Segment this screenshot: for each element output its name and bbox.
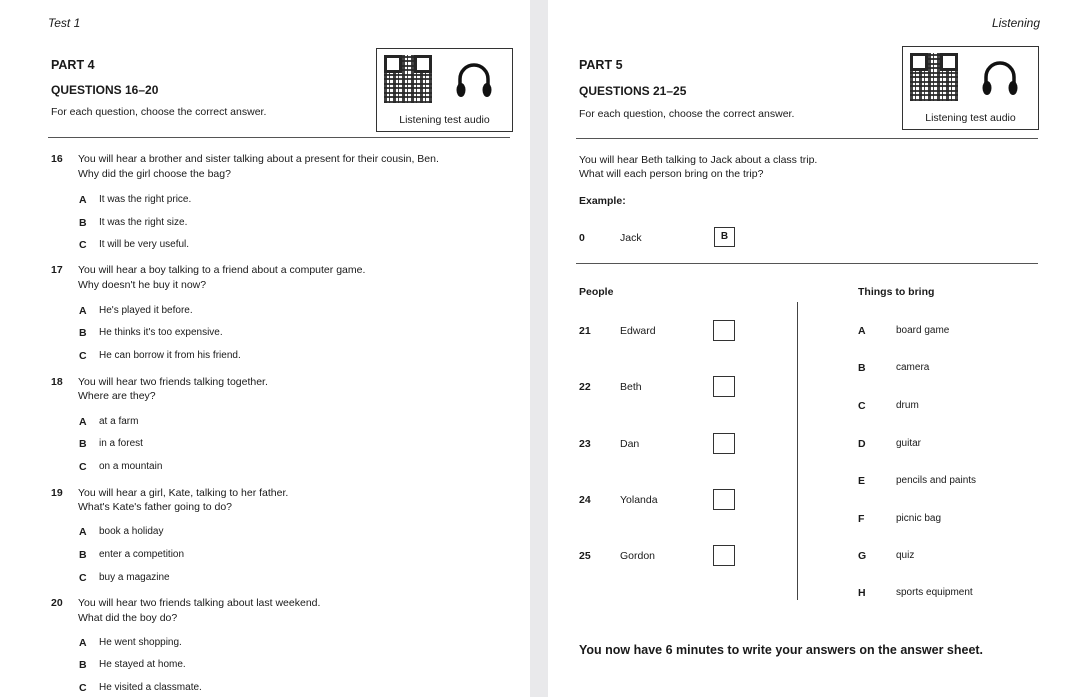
thing-text: picnic bag bbox=[896, 513, 942, 524]
person-name: Gordon bbox=[620, 550, 656, 562]
running-header: Listening bbox=[991, 16, 1040, 30]
option-text[interactable]: He's played it before. bbox=[99, 305, 193, 316]
option-letter[interactable]: B bbox=[79, 327, 87, 339]
example-number: 0 bbox=[579, 232, 585, 244]
instruction: For each question, choose the correct answer. bbox=[51, 106, 267, 118]
question-number: 17 bbox=[51, 264, 63, 276]
question-number: 25 bbox=[579, 550, 591, 562]
thing-letter: H bbox=[858, 587, 866, 599]
option-letter[interactable]: A bbox=[79, 305, 87, 317]
headphones-icon bbox=[980, 59, 1020, 99]
question-text: You will hear a boy talking to a friend about a computer game. bbox=[78, 264, 366, 276]
thing-text: sports equipment bbox=[896, 587, 973, 598]
thing-letter: C bbox=[858, 400, 866, 412]
audio-label: Listening test audio bbox=[925, 112, 1016, 124]
person-name: Edward bbox=[620, 325, 656, 337]
instruction: For each question, choose the correct answer. bbox=[579, 108, 795, 120]
question-prompt: What's Kate's father going to do? bbox=[78, 501, 233, 513]
answer-box[interactable] bbox=[713, 376, 735, 397]
option-text[interactable]: book a holiday bbox=[99, 526, 164, 537]
thing-letter: B bbox=[858, 362, 866, 374]
audio-qr-panel[interactable] bbox=[376, 48, 513, 132]
answer-box[interactable] bbox=[713, 320, 735, 341]
question-number: 18 bbox=[51, 376, 63, 388]
headphones-icon bbox=[454, 61, 494, 101]
question-number: 23 bbox=[579, 438, 591, 450]
option-letter[interactable]: C bbox=[79, 350, 87, 362]
question-number: 19 bbox=[51, 487, 63, 499]
option-letter[interactable]: C bbox=[79, 239, 87, 251]
option-text[interactable]: enter a competition bbox=[99, 549, 185, 560]
example-label: Example: bbox=[579, 195, 626, 207]
question-number: 21 bbox=[579, 325, 591, 337]
option-text[interactable]: He visited a classmate. bbox=[99, 682, 202, 693]
option-letter[interactable]: B bbox=[79, 549, 87, 561]
thing-letter: D bbox=[858, 438, 866, 450]
audio-qr-panel[interactable] bbox=[902, 46, 1039, 130]
part-title: PART 4 bbox=[51, 58, 95, 72]
audio-label: Listening test audio bbox=[399, 114, 490, 126]
intro-text: You will hear Beth talking to Jack about a class trip. bbox=[579, 154, 818, 166]
option-letter[interactable]: B bbox=[79, 217, 87, 229]
answer-box[interactable] bbox=[713, 489, 735, 510]
option-letter[interactable]: A bbox=[79, 416, 87, 428]
example-answer-box: B bbox=[714, 227, 735, 247]
option-text[interactable]: in a forest bbox=[99, 438, 143, 449]
option-text[interactable]: He thinks it's too expensive. bbox=[99, 327, 223, 338]
question-prompt: Why did the girl choose the bag? bbox=[78, 168, 231, 180]
thing-text: board game bbox=[896, 325, 950, 336]
option-letter[interactable]: C bbox=[79, 682, 87, 694]
qr-code-icon[interactable] bbox=[910, 53, 958, 101]
option-text[interactable]: It was the right price. bbox=[99, 194, 192, 205]
question-text: You will hear a girl, Kate, talking to her father. bbox=[78, 487, 289, 499]
option-text[interactable]: He went shopping. bbox=[99, 637, 182, 648]
thing-text: drum bbox=[896, 400, 919, 411]
question-number: 16 bbox=[51, 153, 63, 165]
thing-letter: E bbox=[858, 475, 866, 487]
option-text[interactable]: on a mountain bbox=[99, 461, 163, 472]
thing-text: quiz bbox=[896, 550, 915, 561]
questions-range: QUESTIONS 21–25 bbox=[579, 84, 687, 98]
question-prompt: What did the boy do? bbox=[78, 612, 178, 624]
option-letter[interactable]: A bbox=[79, 526, 87, 538]
things-heading: Things to bring bbox=[858, 286, 935, 298]
option-letter[interactable]: B bbox=[79, 438, 87, 450]
running-header: Test 1 bbox=[48, 16, 81, 30]
people-heading: People bbox=[579, 286, 614, 298]
person-name: Yolanda bbox=[620, 494, 658, 506]
thing-letter: G bbox=[858, 550, 867, 562]
answer-box[interactable] bbox=[713, 545, 735, 566]
option-letter[interactable]: C bbox=[79, 461, 87, 473]
person-name: Dan bbox=[620, 438, 640, 450]
left-page bbox=[0, 0, 530, 697]
right-page bbox=[548, 0, 1080, 697]
option-text[interactable]: He can borrow it from his friend. bbox=[99, 350, 241, 361]
footer-instruction: You now have 6 minutes to write your answers on the answer sheet. bbox=[579, 643, 984, 657]
question-number: 24 bbox=[579, 494, 591, 506]
example-name: Jack bbox=[620, 232, 642, 244]
intro-prompt: What will each person bring on the trip? bbox=[579, 168, 764, 180]
question-text: You will hear a brother and sister talking about a present for their cousin, Ben. bbox=[78, 153, 439, 165]
option-letter[interactable]: B bbox=[79, 659, 87, 671]
option-letter[interactable]: C bbox=[79, 572, 87, 584]
question-prompt: Why doesn't he buy it now? bbox=[78, 279, 207, 291]
answer-box[interactable] bbox=[713, 433, 735, 454]
option-text[interactable]: buy a magazine bbox=[99, 572, 170, 583]
option-text[interactable]: It will be very useful. bbox=[99, 239, 190, 250]
divider bbox=[48, 137, 510, 138]
thing-text: camera bbox=[896, 362, 930, 373]
divider bbox=[576, 263, 1038, 264]
person-name: Beth bbox=[620, 381, 642, 393]
thing-text: pencils and paints bbox=[896, 475, 977, 486]
option-text[interactable]: He stayed at home. bbox=[99, 659, 186, 670]
qr-code-icon[interactable] bbox=[384, 55, 432, 103]
question-number: 20 bbox=[51, 597, 63, 609]
question-number: 22 bbox=[579, 381, 591, 393]
question-prompt: Where are they? bbox=[78, 390, 156, 402]
question-text: You will hear two friends talking about last weekend. bbox=[78, 597, 321, 609]
part-title: PART 5 bbox=[579, 58, 623, 72]
question-text: You will hear two friends talking together. bbox=[78, 376, 268, 388]
thing-letter: A bbox=[858, 325, 866, 337]
option-letter[interactable]: A bbox=[79, 194, 87, 206]
option-text[interactable]: at a farm bbox=[99, 416, 139, 427]
thing-text: guitar bbox=[896, 438, 922, 449]
option-text[interactable]: It was the right size. bbox=[99, 217, 188, 228]
option-letter[interactable]: A bbox=[79, 637, 87, 649]
thing-letter: F bbox=[858, 513, 865, 525]
questions-range: QUESTIONS 16–20 bbox=[51, 83, 159, 97]
divider bbox=[576, 138, 1038, 139]
column-divider bbox=[797, 302, 798, 600]
